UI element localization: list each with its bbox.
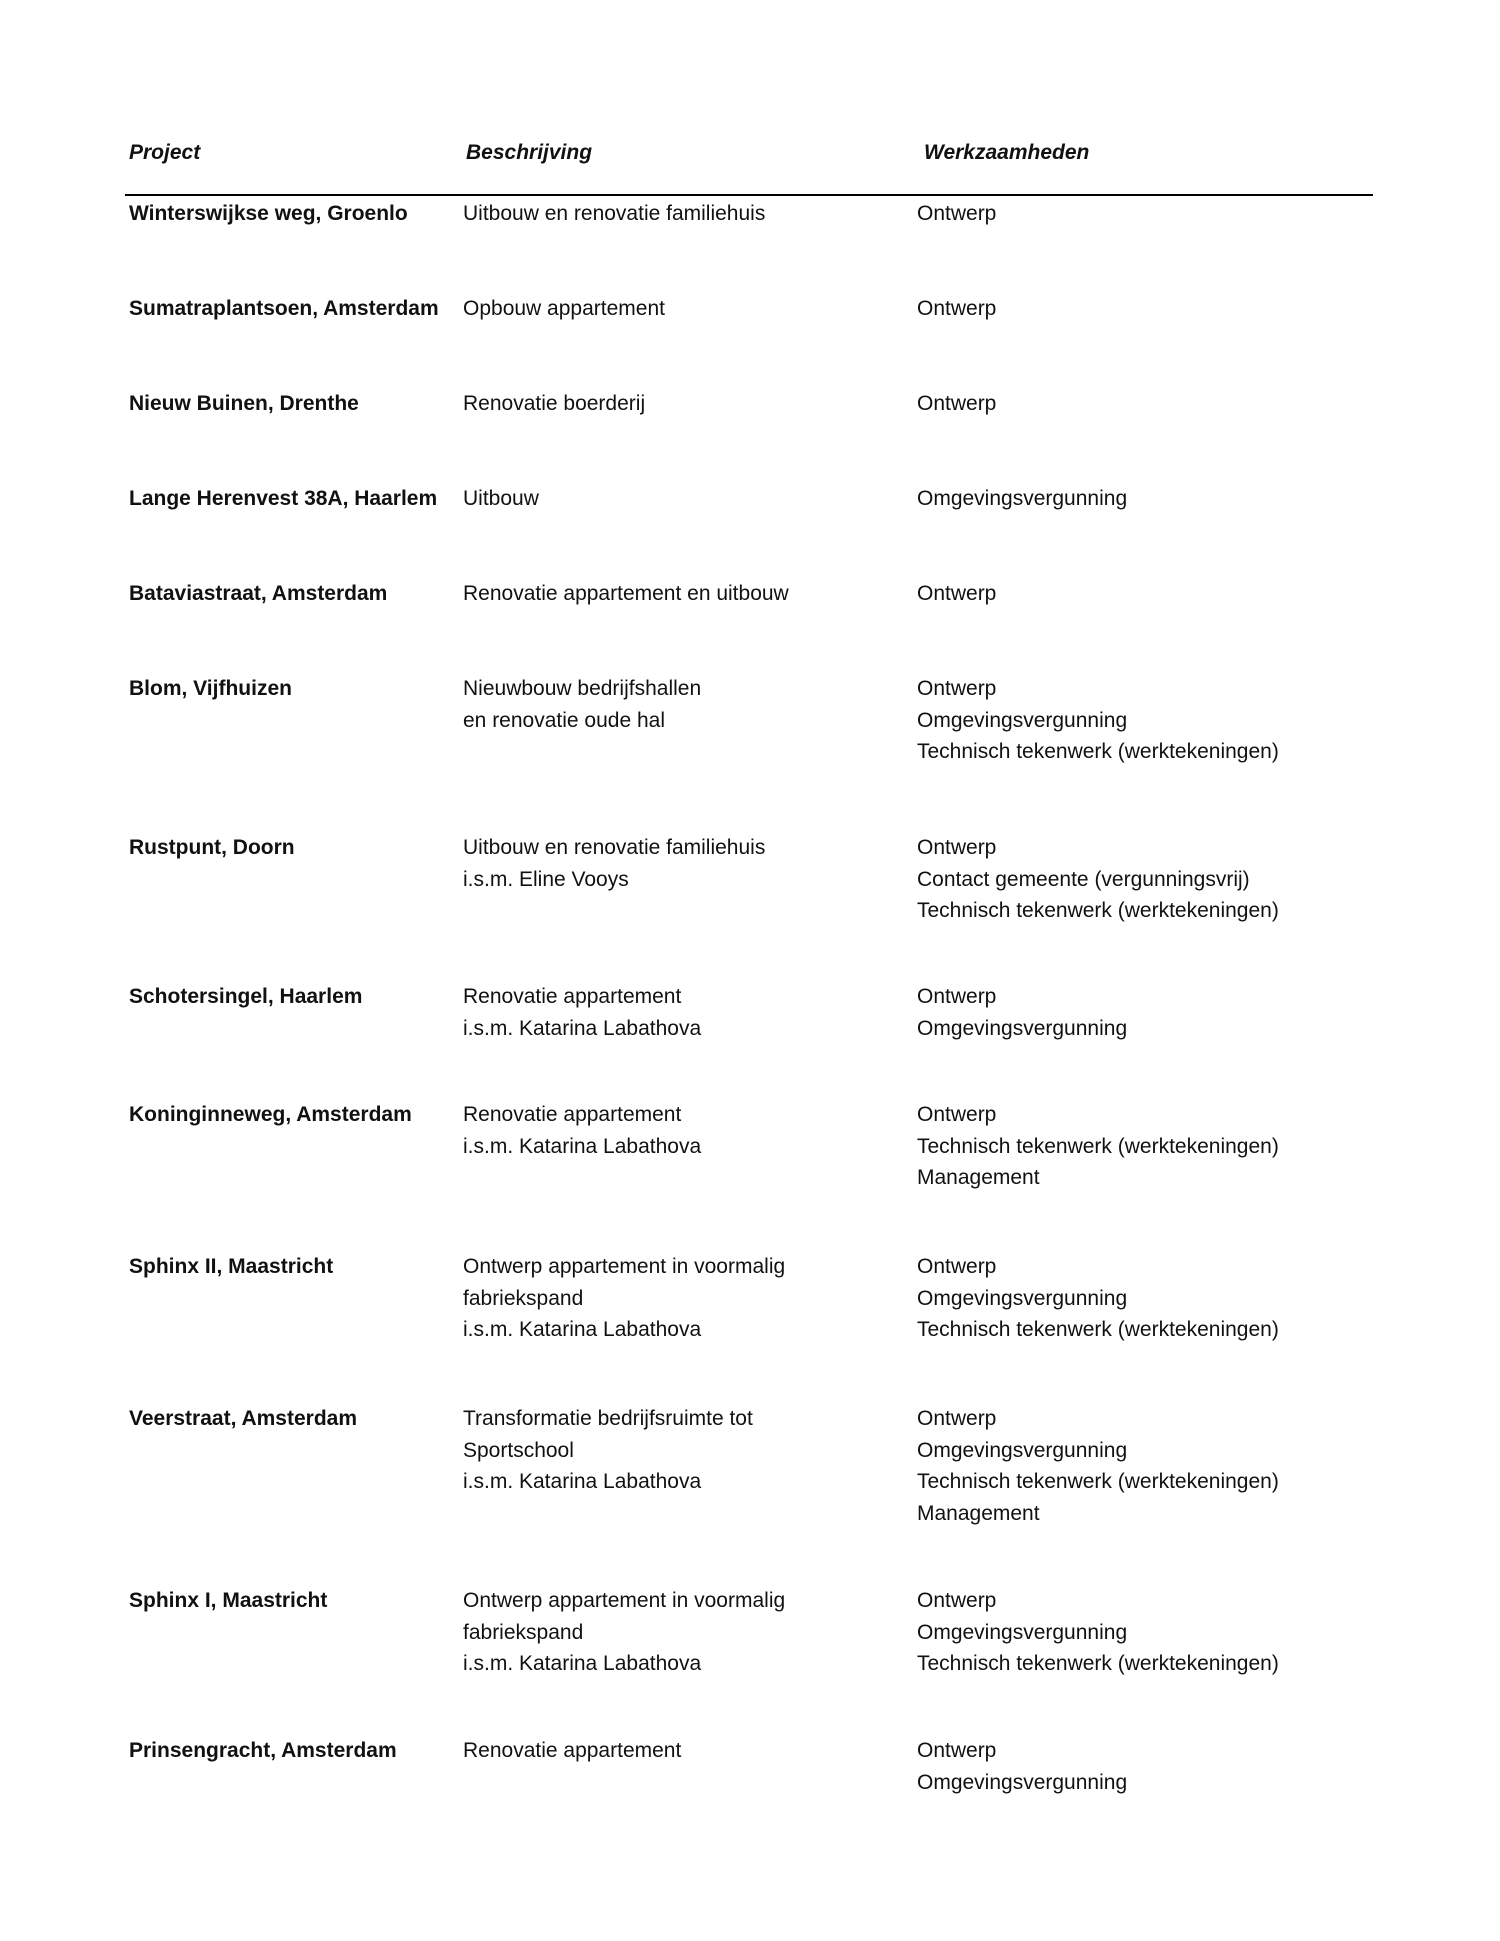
activity-line: Technisch tekenwerk (werktekeningen) [917, 1318, 1279, 1341]
activity-line: Omgevingsvergunning [917, 1770, 1128, 1794]
project-activities [917, 673, 1279, 768]
description-line: Uitbouw en renovatie familiehuis [463, 836, 766, 859]
project-name: Sphinx I, Maastricht [129, 1589, 328, 1612]
project-activities [917, 578, 996, 610]
activity-line: Ontwerp [917, 202, 997, 225]
description-line: fabriekspand [463, 1620, 584, 1644]
description-line: Renovatie appartement en uitbouw [463, 582, 789, 605]
description-line: Renovatie appartement [463, 1739, 682, 1762]
project-name: Schotersingel, Haarlem [129, 985, 363, 1008]
project-activities [917, 981, 1127, 1044]
project-description [463, 1735, 681, 1767]
project-activities [917, 1735, 1127, 1798]
project-description [463, 832, 765, 895]
project-name: Lange Herenvest 38A, Haarlem [129, 487, 438, 510]
activity-line: Technisch tekenwerk (werktekeningen) [917, 740, 1279, 763]
project-description [463, 1403, 753, 1498]
activity-line: Management [917, 1166, 1040, 1189]
activity-line: Ontwerp [917, 677, 997, 700]
project-name: Sumatraplantsoen, Amsterdam [129, 297, 439, 320]
header-project: Project [129, 141, 201, 164]
description-line: Uitbouw en renovatie familiehuis [463, 202, 766, 225]
activity-line: Ontwerp [917, 297, 997, 320]
activity-line: Technisch tekenwerk (werktekeningen) [917, 1134, 1279, 1158]
description-line: en renovatie oude hal [463, 708, 665, 732]
activity-line: Ontwerp [917, 836, 997, 859]
description-line: fabriekspand [463, 1286, 584, 1310]
activity-line: Contact gemeente (vergunningsvrij) [917, 867, 1250, 891]
project-description [463, 673, 701, 736]
activity-line: Ontwerp [917, 1739, 997, 1762]
description-line: Ontwerp appartement in voormalig [463, 1589, 786, 1612]
description-line: i.s.m. Katarina Labathova [463, 1016, 702, 1040]
activity-line: Omgevingsvergunning [917, 1016, 1128, 1040]
project-description [463, 293, 665, 325]
description-line: Transformatie bedrijfsruimte tot [463, 1407, 753, 1430]
project-activities [917, 1403, 1279, 1529]
description-line: Renovatie appartement [463, 1103, 682, 1126]
description-line: i.s.m. Katarina Labathova [463, 1652, 702, 1675]
activity-line: Ontwerp [917, 1589, 997, 1612]
table-header [0, 138, 1500, 168]
project-description [463, 1585, 785, 1680]
activity-line: Omgevingsvergunning [917, 487, 1128, 510]
project-name: Rustpunt, Doorn [129, 836, 295, 859]
project-description [463, 578, 789, 610]
description-line: i.s.m. Katarina Labathova [463, 1318, 702, 1341]
project-activities [917, 1251, 1279, 1346]
project-name: Nieuw Buinen, Drenthe [129, 392, 359, 415]
description-line: Uitbouw [463, 487, 539, 510]
activity-line: Omgevingsvergunning [917, 1620, 1128, 1644]
activity-line: Ontwerp [917, 985, 997, 1008]
header-divider [125, 194, 1373, 196]
project-description [463, 981, 701, 1044]
activity-line: Technisch tekenwerk (werktekeningen) [917, 1470, 1279, 1493]
project-activities [917, 832, 1279, 927]
activity-line: Omgevingsvergunning [917, 1286, 1128, 1310]
description-line: Renovatie boerderij [463, 392, 646, 415]
project-description [463, 1251, 785, 1346]
project-name: Veerstraat, Amsterdam [129, 1407, 358, 1430]
description-line: Opbouw appartement [463, 297, 665, 320]
project-name: Koninginneweg, Amsterdam [129, 1103, 412, 1126]
activity-line: Technisch tekenwerk (werktekeningen) [917, 1652, 1279, 1675]
project-activities [917, 1099, 1279, 1194]
description-line: Sportschool [463, 1438, 574, 1462]
activity-line: Ontwerp [917, 1103, 997, 1126]
project-name: Bataviastraat, Amsterdam [129, 582, 388, 605]
activity-line: Management [917, 1501, 1040, 1525]
description-line: i.s.m. Katarina Labathova [463, 1470, 702, 1493]
activity-line: Omgevingsvergunning [917, 708, 1128, 732]
description-line: Ontwerp appartement in voormalig [463, 1255, 786, 1278]
project-activities [917, 293, 996, 325]
description-line: Renovatie appartement [463, 985, 682, 1008]
description-line: Nieuwbouw bedrijfshallen [463, 677, 702, 700]
activity-line: Technisch tekenwerk (werktekeningen) [917, 899, 1279, 922]
project-description [463, 198, 765, 230]
activity-line: Omgevingsvergunning [917, 1438, 1128, 1462]
project-description [463, 1099, 701, 1162]
project-activities [917, 483, 1127, 515]
header-beschrijving: Beschrijving [466, 141, 593, 164]
project-name: Prinsengracht, Amsterdam [129, 1739, 397, 1762]
project-description [463, 388, 645, 420]
description-line: i.s.m. Katarina Labathova [463, 1134, 702, 1158]
activity-line: Ontwerp [917, 1255, 997, 1278]
project-activities [917, 198, 996, 230]
project-name: Winterswijkse weg, Groenlo [129, 202, 408, 225]
project-name: Blom, Vijfhuizen [129, 677, 292, 700]
description-line: i.s.m. Eline Vooys [463, 867, 629, 891]
project-activities [917, 388, 996, 420]
project-activities [917, 1585, 1279, 1680]
activity-line: Ontwerp [917, 582, 997, 605]
project-description [463, 483, 539, 515]
activity-line: Ontwerp [917, 392, 997, 415]
activity-line: Ontwerp [917, 1407, 997, 1430]
header-werkzaamheden: Werkzaamheden [924, 141, 1090, 164]
project-name: Sphinx II, Maastricht [129, 1255, 334, 1278]
